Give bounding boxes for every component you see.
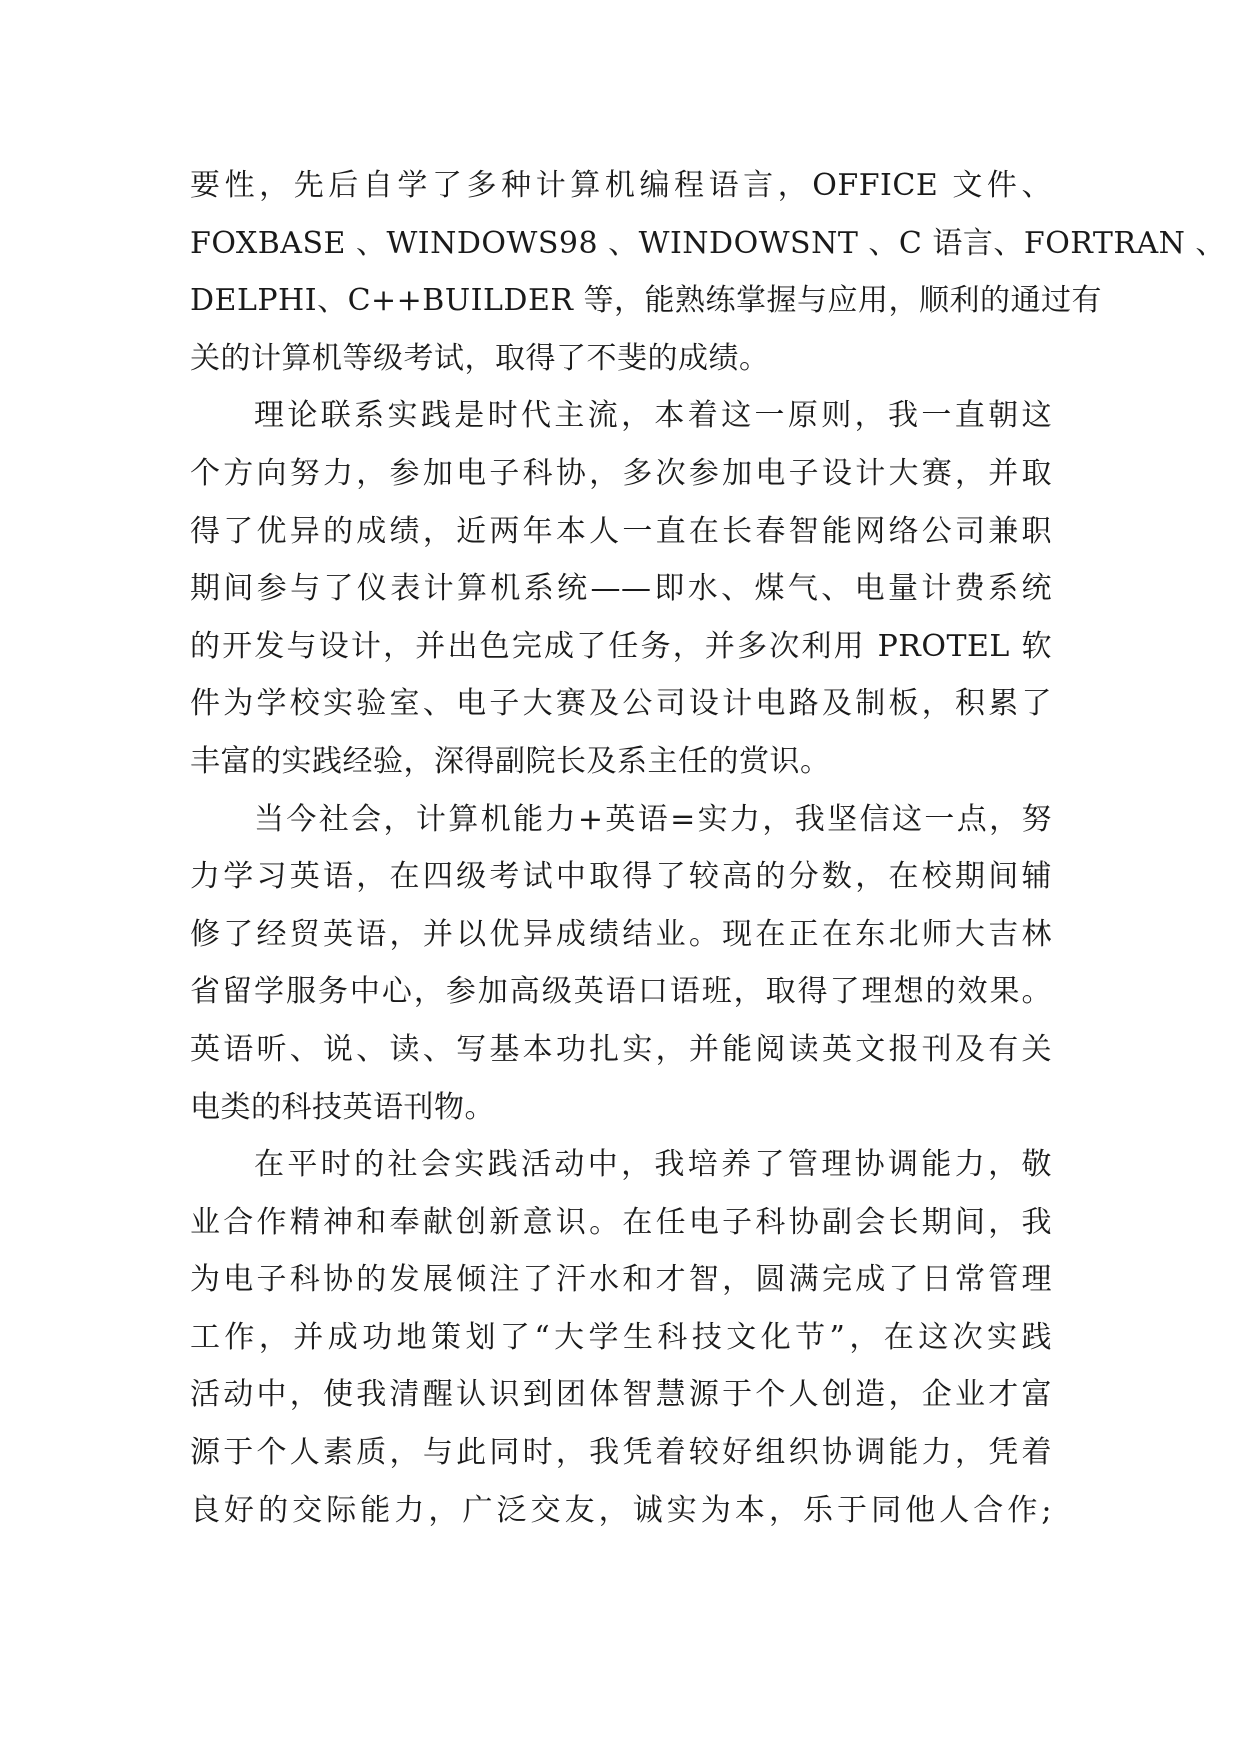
text-line: 为电子科协的发展倾注了汗水和才智，圆满完成了日常管理 bbox=[190, 1262, 1052, 1298]
text-line: 要性，先后自学了多种计算机编程语言，OFFICE 文件、 bbox=[190, 168, 1052, 203]
text-line: 活动中，使我清醒认识到团体智慧源于个人创造，企业才富 bbox=[190, 1377, 1052, 1413]
text-line: 得了优异的成绩，近两年本人一直在长春智能网络公司兼职 bbox=[190, 513, 1052, 549]
text-line: 工作，并成功地策划了“大学生科技文化节”，在这次实践 bbox=[190, 1319, 1052, 1355]
paragraph-3 bbox=[190, 791, 1052, 1137]
text-line: 修了经贸英语，并以优异成绩结业。现在正在东北师大吉林 bbox=[190, 916, 1052, 952]
text-line: FOXBASE 、WINDOWS98 、WINDOWSNT 、C 语言、FORTRAN 、 bbox=[190, 225, 1226, 261]
text-line: 英语听、说、读、写基本功扎实，并能阅读英文报刊及有关 bbox=[190, 1031, 1052, 1067]
text-line: 理论联系实践是时代主流，本着这一原则，我一直朝这 bbox=[254, 398, 1052, 434]
text-line: 当今社会，计算机能力+英语=实力，我坚信这一点，努 bbox=[254, 801, 1052, 837]
text-line: 丰富的实践经验，深得副院长及系主任的赏识。 bbox=[190, 743, 831, 779]
text-line: 电类的科技英语刊物。 bbox=[190, 1089, 495, 1125]
paragraph-1 bbox=[190, 157, 1226, 387]
paragraph-4 bbox=[190, 1136, 1052, 1539]
text-line: 良好的交际能力，广泛交友，诚实为本，乐于同他人合作; bbox=[190, 1492, 1052, 1528]
text-line: 关的计算机等级考试，取得了不斐的成绩。 bbox=[190, 340, 770, 376]
document-body bbox=[190, 157, 1226, 1539]
text-line: 期间参与了仪表计算机系统——即水、煤气、电量计费系统 bbox=[190, 571, 1052, 607]
text-line: 省留学服务中心，参加高级英语口语班，取得了理想的效果。 bbox=[190, 974, 1052, 1010]
text-line: 源于个人素质，与此同时，我凭着较好组织协调能力，凭着 bbox=[190, 1435, 1052, 1471]
text-line: 件为学校实验室、电子大赛及公司设计电路及制板，积累了 bbox=[190, 686, 1052, 722]
text-line: 力学习英语，在四级考试中取得了较高的分数，在校期间辅 bbox=[190, 859, 1052, 895]
text-line: 的开发与设计，并出色完成了任务，并多次利用 PROTEL 软 bbox=[190, 628, 1052, 664]
text-line: 个方向努力，参加电子科协，多次参加电子设计大赛，并取 bbox=[190, 455, 1052, 491]
text-line: 业合作精神和奉献创新意识。在任电子科协副会长期间，我 bbox=[190, 1204, 1052, 1240]
paragraph-2 bbox=[190, 387, 1052, 790]
text-line: 在平时的社会实践活动中，我培养了管理协调能力，敬 bbox=[254, 1147, 1052, 1183]
text-line: DELPHI、C++BUILDER 等，能熟练掌握与应用，顺利的通过有 bbox=[190, 283, 1102, 319]
